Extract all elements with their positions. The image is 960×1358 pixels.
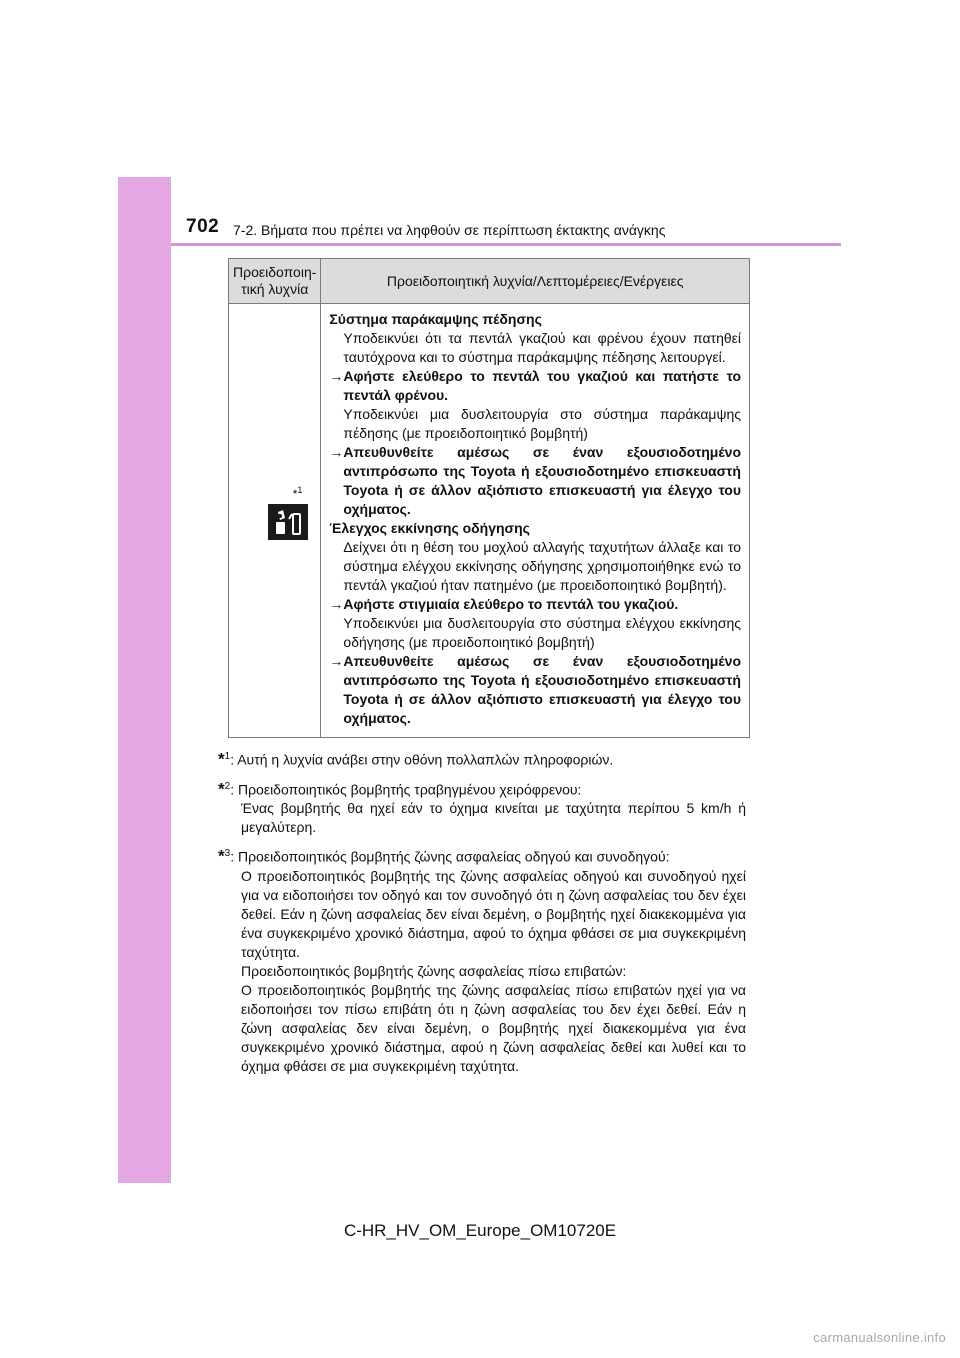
- footnote-text: : Αυτή η λυχνία ανάβει στην οθόνη πολλαπλών πληροφοριών.: [230, 751, 614, 768]
- footnote-star: *: [218, 779, 225, 799]
- footnote-2: [218, 777, 746, 838]
- action-text: Αφήστε ελεύθερο το πεντάλ του γκαζιού και πατήστε το πεντάλ φρένου.: [343, 368, 741, 403]
- warning-light-table: [228, 258, 750, 738]
- action-text: Απευθυνθείτε αμέσως σε έναν εξουσιοδοτημένο αντιπρόσωπο της Toyota ή εξουσιοδοτημένο επισκευαστή Toyota ή σε άλλον αξιόπιστο επισκευαστή για έλεγχο του οχήματος.: [343, 653, 741, 726]
- footnotes: [218, 747, 746, 1083]
- chapter-tab-bar: [118, 177, 171, 1183]
- footnote-text: : Προειδοποιητικός βομβητής τραβηγμένου χειρόφρενου:: [230, 781, 582, 798]
- footnote-number: 1: [224, 751, 231, 762]
- footnote-text: : Προειδοποιητικός βομβητής ζώνης ασφαλείας οδηγού και συνοδηγού:: [230, 848, 670, 865]
- system-description: Υποδεικνύει μια δυσλειτουργία στο σύστημα παράκαμψης πέδησης (με προειδοποιητικό βομβητή): [343, 406, 741, 441]
- icon-cell: [229, 304, 321, 738]
- detail-cell: [321, 304, 750, 738]
- action-item: [329, 652, 741, 728]
- system-title: Σύστημα παράκαμψης πέδησης: [329, 311, 542, 327]
- system-description: Υποδεικνύει ότι τα πεντάλ γκαζιού και φρένου έχουν πατηθεί ταυτόχρονα και το σύστημα παράκαμψης πέδησης λειτουργεί.: [343, 330, 741, 365]
- watermark: carmanualsonline.info: [813, 1330, 946, 1345]
- arrow-icon: →: [329, 444, 344, 460]
- column-header-details: Προειδοποιητική λυχνία/Λεπτομέρειες/Ενέργειες: [321, 259, 750, 304]
- action-item: [329, 367, 741, 405]
- footnote-1: [218, 747, 746, 770]
- footnote-number: 2: [224, 780, 231, 792]
- footnote-star: *: [218, 749, 225, 769]
- footnote-star: *: [218, 846, 225, 866]
- action-text: Αφήστε στιγμιαία ελεύθερο το πεντάλ του γκαζιού.: [343, 596, 679, 612]
- column-header-light: Προειδοποιη-τική λυχνία: [229, 259, 321, 304]
- table-row: [229, 304, 750, 738]
- section-title: 7-2. Βήματα που πρέπει να ληφθούν σε περίπτωση έκτακτης ανάγκης: [233, 222, 666, 238]
- brake-override-warning-icon: [268, 504, 308, 540]
- table-header-row: [229, 259, 750, 304]
- header-rule: [171, 243, 841, 246]
- page-number: 702: [186, 216, 220, 237]
- document-code: C-HR_HV_OM_Europe_OM10720E: [343, 1221, 617, 1240]
- icon-footnote-mark: *$^1$: [292, 485, 303, 501]
- footnote-body: Ο προειδοποιητικός βομβητής της ζώνης ασφαλείας οδηγού και συνοδηγού ηχεί για να ειδοποιήσει τον οδηγό και τον συνοδηγό ότι η ζώνη ασφαλείας του δεν έχει δεθεί. Εάν η ζώνη ασφαλείας δεν είναι δεμένη, ο βομβητής ηχεί διακεκομμένα για ένα συγκεκριμένο χρονικό διάστημα, αφού το όχημα φθάσει σε μια συγκεκριμένη ταχύτητα.: [241, 867, 746, 960]
- system-description: Δείχνει ότι η θέση του μοχλού αλλαγής ταχυτήτων άλλαξε και το σύστημα ελέγχου εκκίνησης οδήγησης χρησιμοποιήθηκε ενώ το πεντάλ γκαζιού ήταν πατημένο (με προειδοποιητικό βομβητή).: [343, 539, 741, 593]
- action-item: [329, 443, 741, 519]
- action-item: [329, 595, 741, 614]
- arrow-icon: →: [329, 368, 344, 384]
- action-text: Απευθυνθείτε αμέσως σε έναν εξουσιοδοτημένο αντιπρόσωπο της Toyota ή εξουσιοδοτημένο επισκευαστή Toyota ή σε άλλον αξιόπιστο επισκευαστή για έλεγχο του οχήματος.: [343, 444, 741, 517]
- footnote-body: Ένας βομβητής θα ηχεί εάν το όχημα κινείται με ταχύτητα περίπου 5 km/h ή μεγαλύτερη.: [241, 800, 746, 836]
- system-title: Έλεγχος εκκίνησης οδήγησης: [329, 520, 530, 536]
- system-description: Υποδεικνύει μια δυσλειτουργία στο σύστημα ελέγχου εκκίνησης οδήγησης (με προειδοποιητικό βομβητή): [343, 615, 741, 650]
- footnote-body: Προειδοποιητικός βομβητής ζώνης ασφαλείας πίσω επιβατών:: [241, 962, 627, 979]
- footnote-body: Ο προειδοποιητικός βομβητής της ζώνης ασφαλείας πίσω επιβατών ηχεί για να ειδοποιήσει τον πίσω επιβάτη ότι η ζώνη ασφαλείας του δεν έχει δεθεί. Εάν η ζώνη ασφαλείας δεν είναι δεμένη, ο βομβητής ηχεί διακεκομμένα για ένα συγκεκριμένο χρονικό διάστημα, αφού η ζώνη ασφαλείας δεθεί και λυθεί και το όχημα φθάσει σε μια συγκεκριμένη ταχύτητα.: [241, 981, 746, 1074]
- footnote-number: 3: [224, 848, 231, 860]
- footnote-3: [218, 844, 746, 1076]
- arrow-icon: →: [329, 596, 344, 612]
- arrow-icon: →: [329, 653, 344, 669]
